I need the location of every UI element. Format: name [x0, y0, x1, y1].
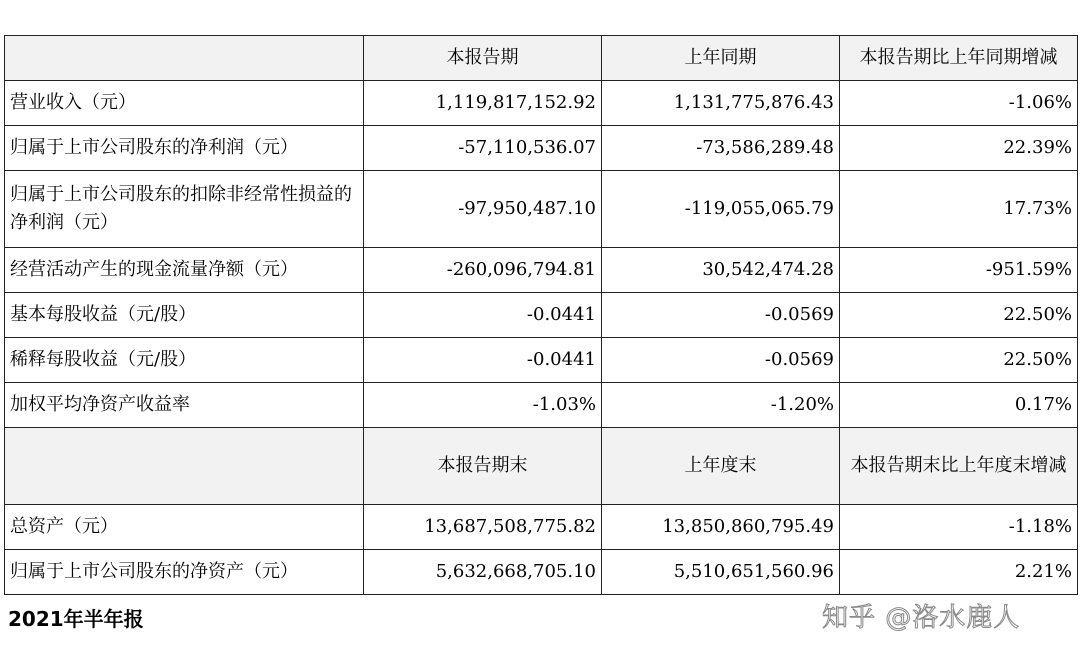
table-row — [5, 126, 1078, 171]
report-title: 2021年半年报 — [8, 607, 144, 631]
row-current: -260,096,794.81 — [364, 248, 602, 293]
row-prior: 30,542,474.28 — [602, 248, 840, 293]
table-row — [5, 248, 1078, 293]
row-label: 基本每股收益（元/股） — [5, 293, 364, 338]
row-current: -57,110,536.07 — [364, 126, 602, 171]
row-change: -951.59% — [840, 248, 1078, 293]
row-current: -0.0441 — [364, 293, 602, 338]
row-label: 经营活动产生的现金流量净额（元） — [5, 248, 364, 293]
row-prior: -1.20% — [602, 383, 840, 428]
row-change: -1.18% — [840, 505, 1078, 550]
row-prior: 13,850,860,795.49 — [602, 505, 840, 550]
header-year-end-change: 本报告期末比上年度末增减 — [840, 428, 1078, 505]
row-prior: 5,510,651,560.96 — [602, 550, 840, 595]
row-current: 1,119,817,152.92 — [364, 81, 602, 126]
subheader-blank-cell — [5, 428, 364, 505]
table-row — [5, 505, 1078, 550]
header-prior-period: 上年同期 — [602, 36, 840, 81]
row-label: 归属于上市公司股东的扣除非经常性损益的净利润（元） — [5, 171, 364, 248]
header-current-period: 本报告期 — [364, 36, 602, 81]
row-change: 0.17% — [840, 383, 1078, 428]
table-subheader-row — [5, 428, 1078, 505]
row-current: -97,950,487.10 — [364, 171, 602, 248]
row-label: 稀释每股收益（元/股） — [5, 338, 364, 383]
financial-summary-table — [4, 35, 1078, 595]
zhihu-watermark: 知乎 @洛水鹿人 — [822, 603, 1021, 633]
row-label: 总资产（元） — [5, 505, 364, 550]
table-row — [5, 550, 1078, 595]
row-prior: -0.0569 — [602, 338, 840, 383]
table-row — [5, 171, 1078, 248]
row-change: 22.50% — [840, 293, 1078, 338]
row-change: 22.39% — [840, 126, 1078, 171]
row-current: 13,687,508,775.82 — [364, 505, 602, 550]
table-row — [5, 383, 1078, 428]
header-prior-year-end: 上年度末 — [602, 428, 840, 505]
row-current: 5,632,668,705.10 — [364, 550, 602, 595]
header-period-change: 本报告期比上年同期增减 — [840, 36, 1078, 81]
header-blank-cell — [5, 36, 364, 81]
table-row — [5, 338, 1078, 383]
row-change: -1.06% — [840, 81, 1078, 126]
row-prior: -0.0569 — [602, 293, 840, 338]
row-label: 加权平均净资产收益率 — [5, 383, 364, 428]
row-current: -1.03% — [364, 383, 602, 428]
row-label: 营业收入（元） — [5, 81, 364, 126]
row-label: 归属于上市公司股东的净利润（元） — [5, 126, 364, 171]
table-row — [5, 293, 1078, 338]
row-change: 22.50% — [840, 338, 1078, 383]
row-label: 归属于上市公司股东的净资产（元） — [5, 550, 364, 595]
table-header-row — [5, 36, 1078, 81]
header-period-end: 本报告期末 — [364, 428, 602, 505]
row-current: -0.0441 — [364, 338, 602, 383]
table-row — [5, 81, 1078, 126]
row-prior: -119,055,065.79 — [602, 171, 840, 248]
row-change: 2.21% — [840, 550, 1078, 595]
row-change: 17.73% — [840, 171, 1078, 248]
row-prior: 1,131,775,876.43 — [602, 81, 840, 126]
row-prior: -73,586,289.48 — [602, 126, 840, 171]
